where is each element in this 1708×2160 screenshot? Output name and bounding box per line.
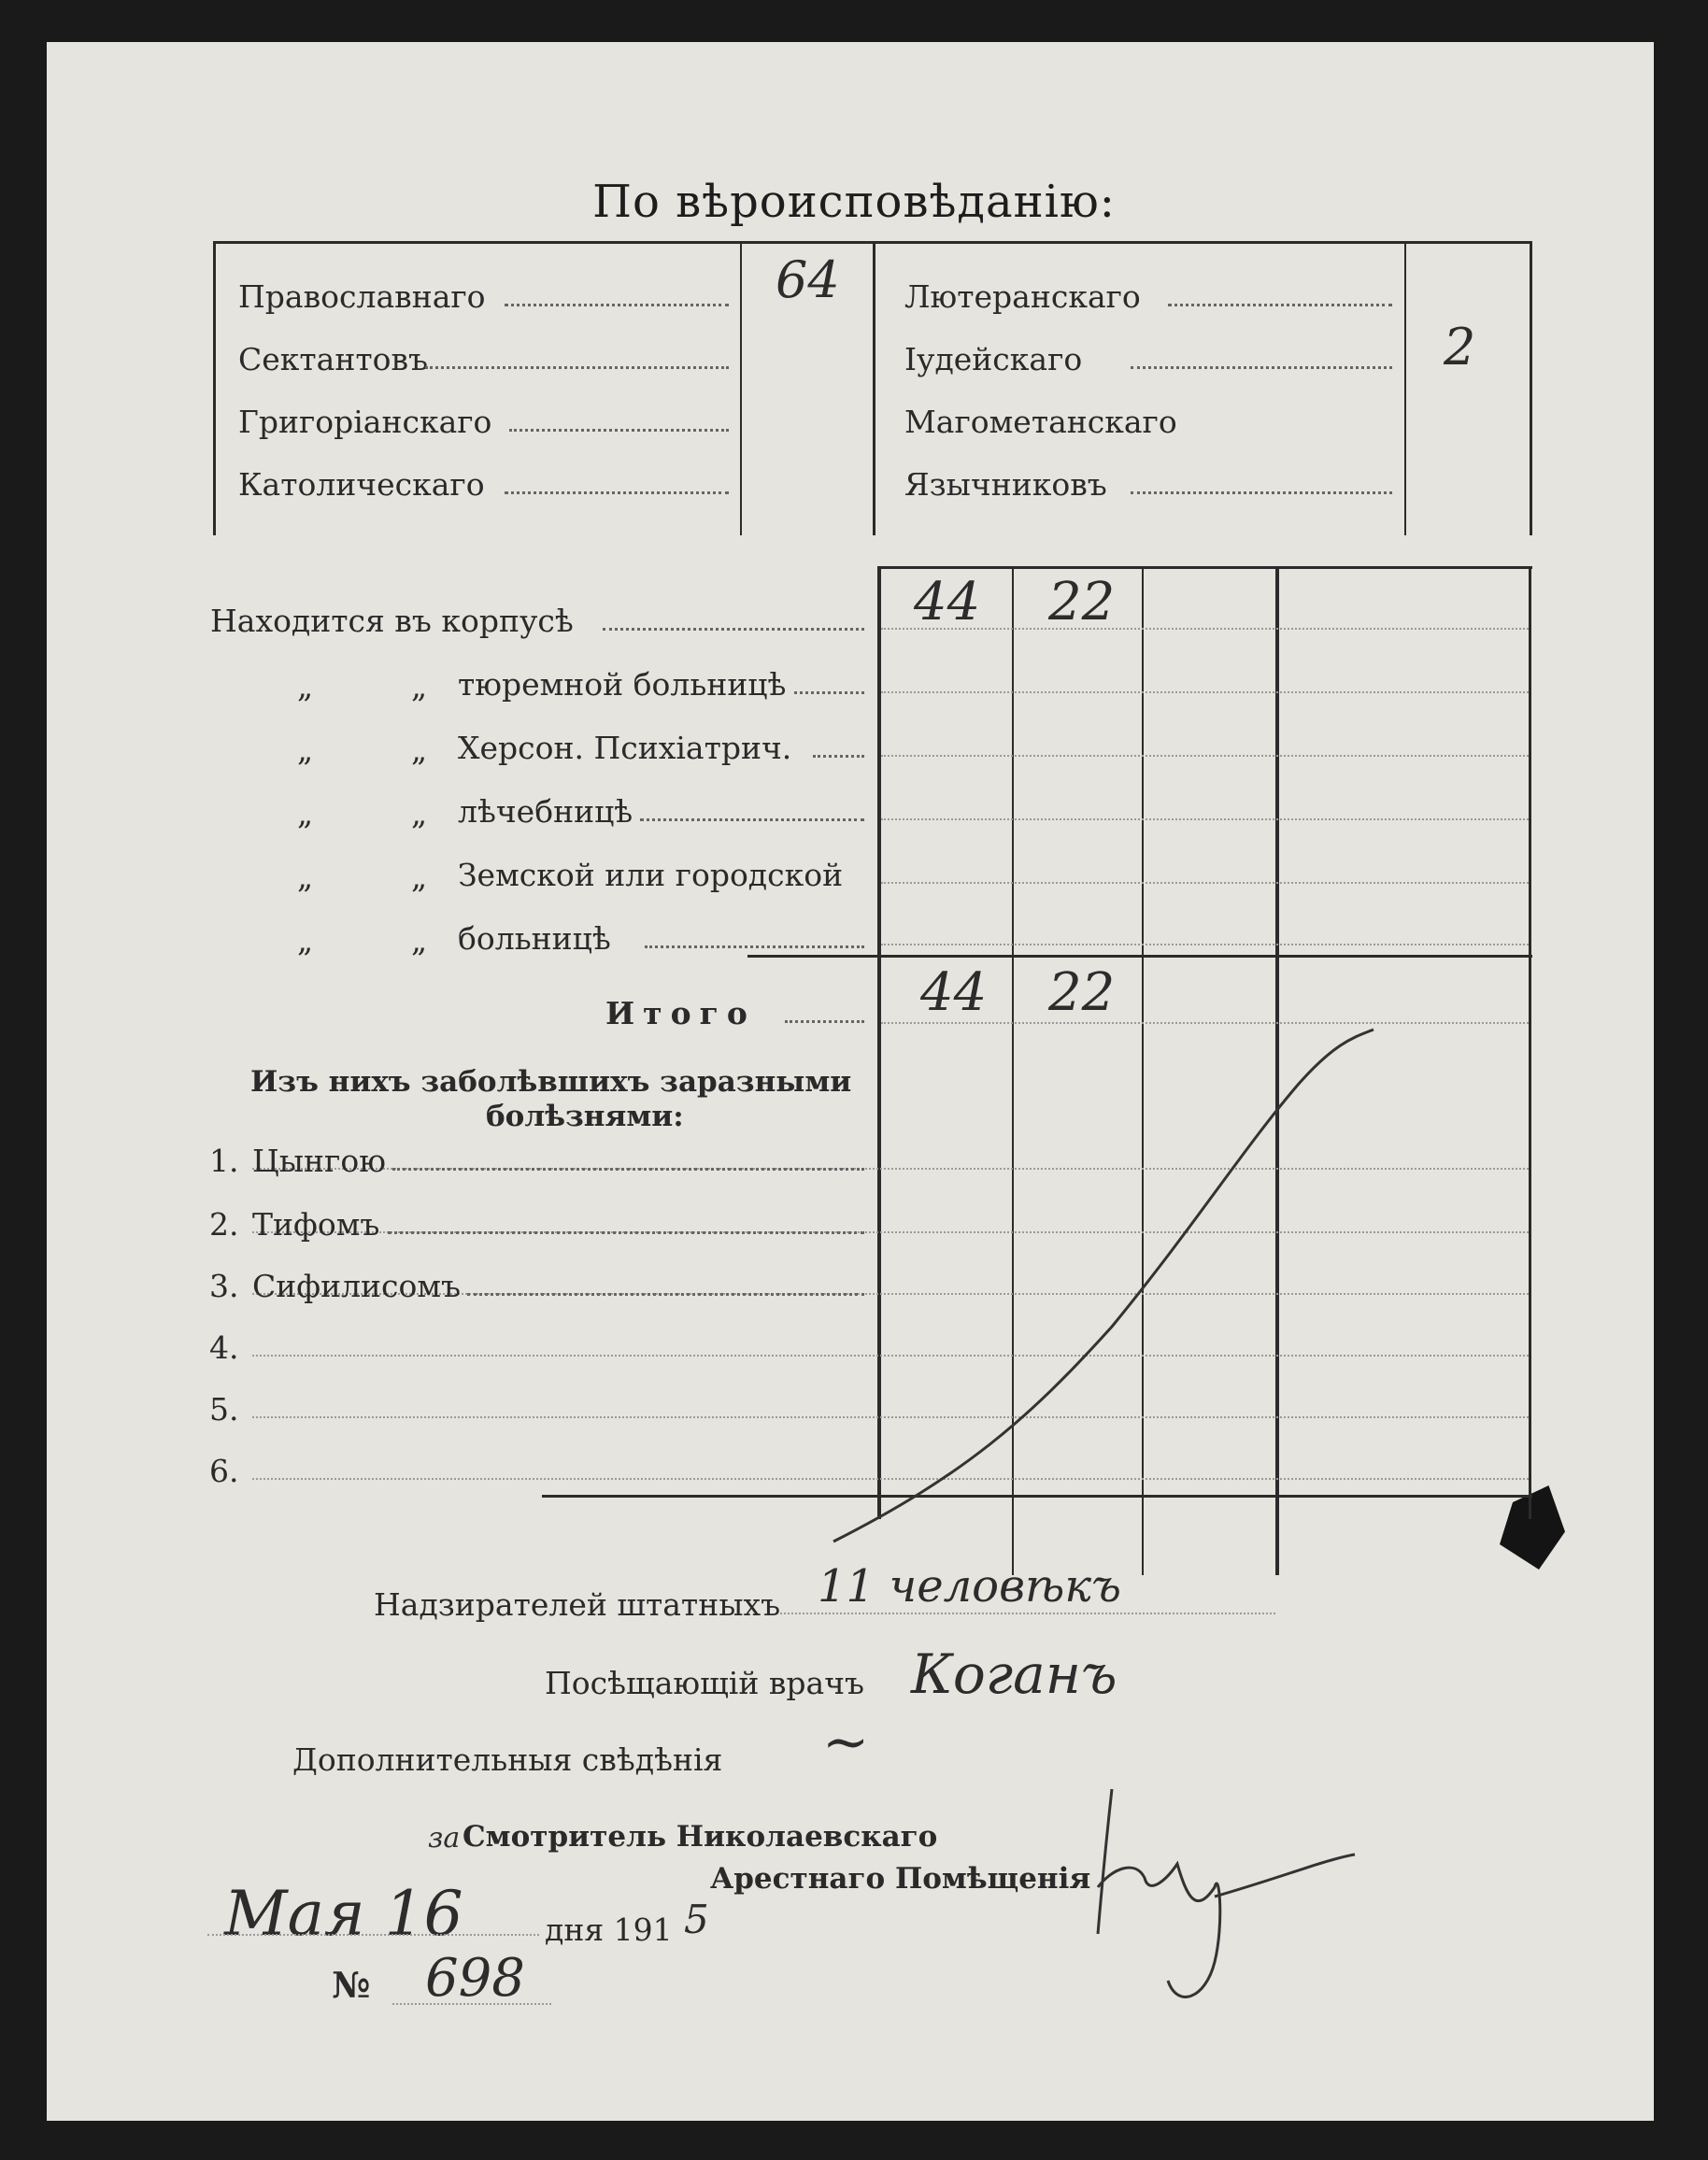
page-title: По вѣроисповѣданію: <box>592 176 1116 228</box>
location-label-clinic: лѣчебницѣ <box>458 793 633 830</box>
signer-title-line-2: Арестнаго Помѣщенія <box>710 1862 1091 1896</box>
location-label-corps: Находится въ корпусѣ <box>210 603 574 639</box>
religion-label-orthodox: Православнаго <box>238 278 486 315</box>
religion-label-pagans: Язычниковъ <box>904 466 1107 503</box>
disease-number: 4. <box>209 1329 239 1366</box>
ditto-mark: „ <box>411 795 428 831</box>
ditto-mark: „ <box>411 859 428 895</box>
corps-value-2: 22 <box>1048 572 1116 632</box>
date-handwritten: Мая 16 <box>224 1878 463 1950</box>
location-label-hospital: больницѣ <box>458 920 611 957</box>
location-label-zemstvo: Земской или городской <box>458 857 844 893</box>
signer-title-line-1: Смотритель Николаевскаго <box>463 1820 938 1854</box>
cross-out-stroke <box>833 1030 1374 1542</box>
total-value-1: 44 <box>920 962 988 1023</box>
ditto-mark: „ <box>411 922 428 959</box>
disease-number: 6. <box>209 1453 239 1489</box>
disease-number: 2. <box>209 1206 239 1243</box>
ditto-mark: „ <box>297 922 314 959</box>
disease-label-scurvy: Цынгою <box>252 1143 386 1179</box>
number-value: 698 <box>425 1948 525 2009</box>
ditto-mark: „ <box>411 668 428 704</box>
ditto-mark: „ <box>297 732 314 768</box>
disease-number: 5. <box>209 1391 239 1428</box>
religion-label-muslim: Магометанскаго <box>904 404 1177 440</box>
religion-value-jewish: 2 <box>1444 318 1476 377</box>
signature-stroke <box>1098 1789 1355 1997</box>
year-suffix: 5 <box>684 1897 709 1942</box>
location-label-kherson-psychiatric: Херсон. Психіатрич. <box>458 730 792 766</box>
ditto-mark: „ <box>411 732 428 768</box>
disease-number: 3. <box>209 1268 239 1304</box>
date-label: дня 191 <box>545 1911 673 1948</box>
wardens-label: Надзирателей штатныхъ <box>374 1586 781 1623</box>
ditto-mark: „ <box>297 859 314 895</box>
religion-label-gregorian: Григоріанскаго <box>238 404 492 440</box>
ditto-mark: „ <box>297 795 314 831</box>
doctor-label: Посѣщающій врачъ <box>545 1665 865 1701</box>
wardens-value: 11 человѣкъ <box>818 1560 1122 1613</box>
ditto-mark: „ <box>297 668 314 704</box>
number-sign: № <box>332 1964 371 2006</box>
disease-label-typhus: Тифомъ <box>252 1206 380 1243</box>
location-label-prison-hospital: тюремной больницѣ <box>458 666 787 703</box>
signer-prefix: за <box>428 1822 461 1854</box>
doctor-value: Коганъ <box>911 1642 1117 1706</box>
diseases-heading-2: болѣзнями: <box>486 1100 684 1133</box>
disease-label-syphilis: Сифилисомъ <box>252 1268 462 1304</box>
diseases-heading: Изъ нихъ заболѣвшихъ заразными <box>250 1065 852 1099</box>
religion-label-jewish: Іудейскаго <box>904 341 1083 377</box>
religion-value-orthodox: 64 <box>776 250 840 309</box>
religion-label-lutheran: Лютеранскаго <box>904 278 1141 315</box>
total-value-2: 22 <box>1048 962 1116 1023</box>
religion-label-sectarians: Сектантовъ <box>238 341 429 377</box>
total-label: Итого <box>605 995 756 1031</box>
corps-value-1: 44 <box>914 572 981 632</box>
religion-label-catholic: Католическаго <box>238 466 485 503</box>
disease-number: 1. <box>209 1143 239 1179</box>
additional-info-label: Дополнительныя свѣдѣнія <box>292 1741 723 1778</box>
additional-info-value: ~ <box>822 1710 870 1775</box>
